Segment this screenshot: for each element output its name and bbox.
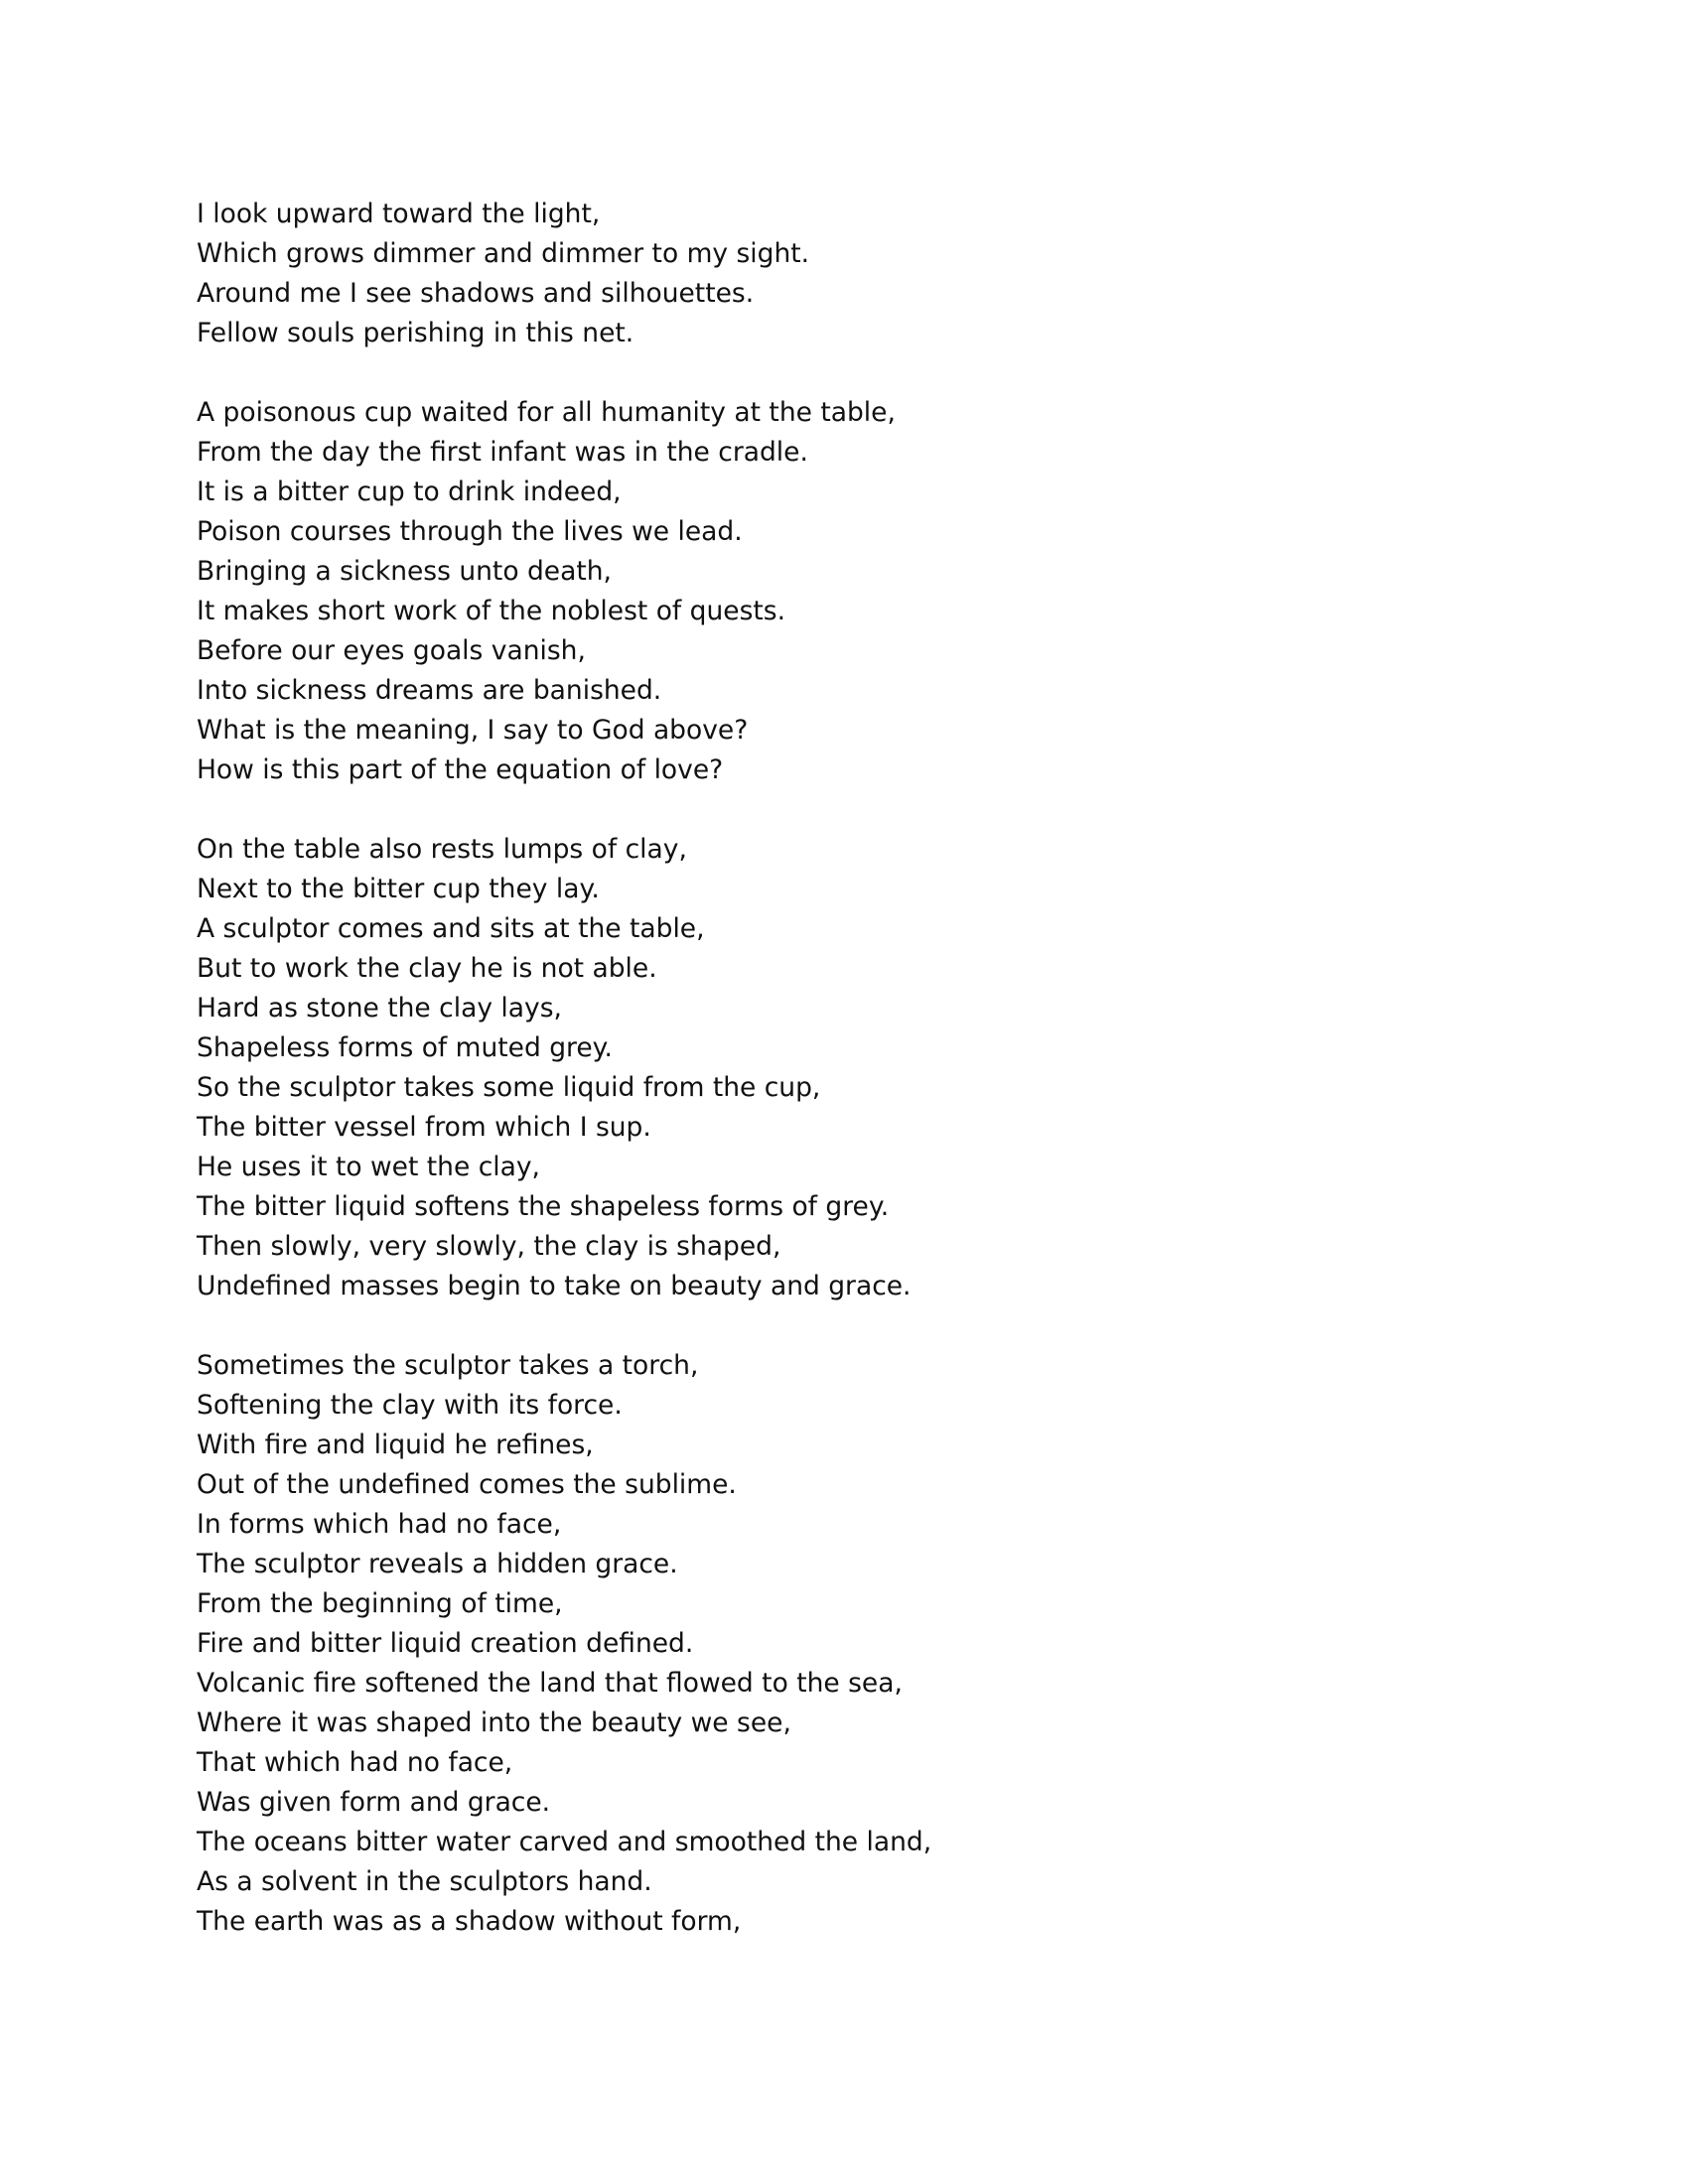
poem-line: I look upward toward the light,	[197, 199, 601, 229]
poem-line: But to work the clay he is not able.	[197, 953, 657, 984]
poem-line: Then slowly, very slowly, the clay is shaped,	[197, 1231, 781, 1262]
poem-line: How is this part of the equation of love?	[197, 754, 724, 785]
poem-line: Out of the undefined comes the sublime.	[197, 1469, 737, 1500]
poem-line: He uses it to wet the clay,	[197, 1152, 540, 1182]
poem-line: Hard as stone the clay lays,	[197, 993, 562, 1024]
poem-line: Was given form and grace.	[197, 1787, 551, 1818]
poem-line: Around me I see shadows and silhouettes.	[197, 278, 755, 309]
poem-line: It is a bitter cup to drink indeed,	[197, 477, 622, 507]
poem-line: That which had no face,	[197, 1747, 513, 1778]
poem-line: With fire and liquid he refines,	[197, 1430, 594, 1460]
stanza-2	[197, 393, 1487, 790]
poem-line: So the sculptor takes some liquid from the cup,	[197, 1072, 821, 1103]
poem-line: A poisonous cup waited for all humanity at the table,	[197, 397, 896, 428]
poem-line: The earth was as a shadow without form,	[197, 1906, 742, 1937]
poem-line: Where it was shaped into the beauty we see,	[197, 1707, 791, 1738]
poem-line: Bringing a sickness unto death,	[197, 556, 612, 587]
poem-line: Next to the bitter cup they lay.	[197, 874, 600, 904]
poem-line: From the beginning of time,	[197, 1588, 563, 1619]
poem-line: Shapeless forms of muted grey.	[197, 1032, 613, 1063]
stanza-4	[197, 1346, 1487, 1942]
poem-line: The sculptor reveals a hidden grace.	[197, 1549, 678, 1579]
poem-line: Into sickness dreams are banished.	[197, 675, 662, 706]
poem-line: Softening the clay with its force.	[197, 1390, 623, 1421]
poem-line: The bitter vessel from which I sup.	[197, 1112, 651, 1143]
poem-line: In forms which had no face,	[197, 1509, 562, 1540]
poem-line: What is the meaning, I say to God above?	[197, 715, 749, 746]
poem-line: A sculptor comes and sits at the table,	[197, 913, 705, 944]
poem-line: Fellow souls perishing in this net.	[197, 318, 634, 348]
poem-line: Undefined masses begin to take on beauty and grace.	[197, 1271, 912, 1301]
poem-line: Which grows dimmer and dimmer to my sight.	[197, 238, 810, 269]
poem-line: On the table also rests lumps of clay,	[197, 834, 687, 865]
poem-line: Volcanic fire softened the land that flowed to the sea,	[197, 1668, 903, 1699]
poem-line: As a solvent in the sculptors hand.	[197, 1866, 652, 1897]
poem-line: Fire and bitter liquid creation defined.	[197, 1628, 694, 1659]
poem-line: It makes short work of the noblest of quests.	[197, 596, 786, 626]
poem-line: From the day the first infant was in the cradle.	[197, 437, 808, 468]
poem-line: The oceans bitter water carved and smoothed the land,	[197, 1827, 932, 1857]
stanza-1	[197, 195, 1487, 353]
stanza-3	[197, 830, 1487, 1306]
poem-body	[197, 195, 1487, 1981]
poem-line: Poison courses through the lives we lead.	[197, 516, 743, 547]
poem-line: Before our eyes goals vanish,	[197, 635, 586, 666]
poem-line: The bitter liquid softens the shapeless forms of grey.	[197, 1191, 890, 1222]
poem-line: Sometimes the sculptor takes a torch,	[197, 1350, 699, 1381]
